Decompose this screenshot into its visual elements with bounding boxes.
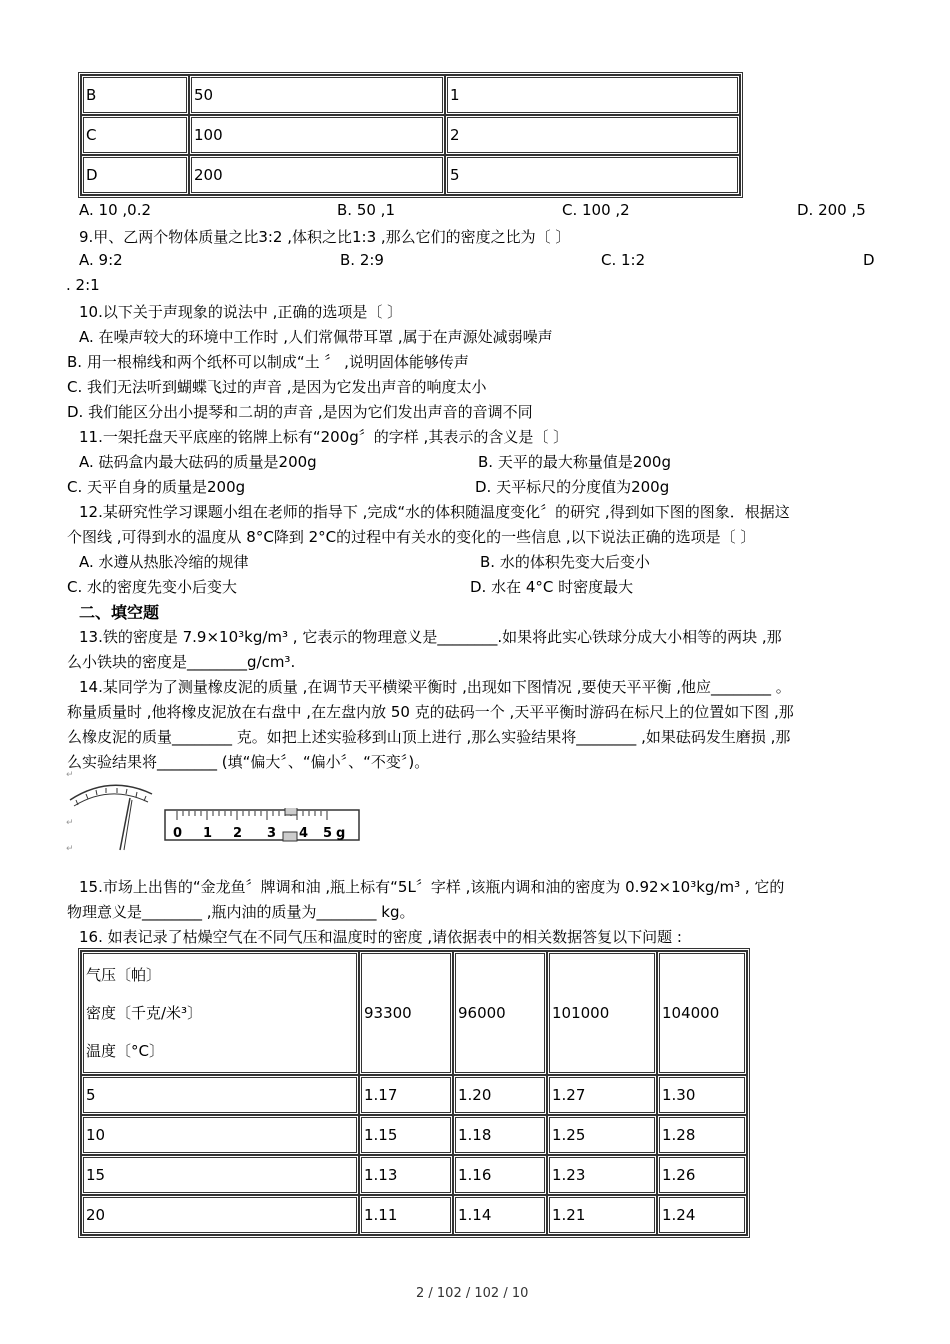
rider-weight-top xyxy=(285,808,297,815)
q11-option-b: B. 天平的最大称量值是200g xyxy=(478,453,671,471)
scale-unit-label: g xyxy=(336,826,346,841)
table-cell: 1.27 xyxy=(547,1075,657,1115)
q9-option-d-cont: . 2:1 xyxy=(66,276,100,294)
table-cell: 1.21 xyxy=(547,1195,657,1235)
q13-line2: 么小铁块的密度是________g/cm³. xyxy=(67,653,296,671)
q9-option-c: C. 1:2 xyxy=(601,251,646,269)
table-row xyxy=(81,75,740,115)
q8-option-d: D. 200 ,5 xyxy=(797,201,866,219)
section-title: 二、填空题 xyxy=(79,603,160,622)
paragraph-mark: ↵ xyxy=(66,844,74,854)
q9-option-a: A. 9:2 xyxy=(79,251,123,269)
table-cell: 15 xyxy=(81,1155,359,1195)
table-cell: 1.26 xyxy=(657,1155,747,1195)
scale-tick-label: 5 xyxy=(323,826,333,841)
balance-pointer-figure xyxy=(62,772,162,852)
scale-tick-label: 4 xyxy=(299,826,309,841)
q10-option-a: A. 在噪声较大的环境中工作时 ,人们常佩带耳罩 ,属于在声源处减弱噪声 xyxy=(79,328,553,346)
table-cell: C xyxy=(81,115,189,155)
table-cell: 1.13 xyxy=(359,1155,453,1195)
header-density-label: 密度〔千克/米³〕 xyxy=(86,1004,203,1022)
table-cell: 1.14 xyxy=(453,1195,547,1235)
table-cell: 20 xyxy=(81,1195,359,1235)
table-cell: 2 xyxy=(445,115,740,155)
table-cell: 10 xyxy=(81,1115,359,1155)
q15-line2: 物理意义是________ ,瓶内油的质量为________ kg。 xyxy=(67,903,415,921)
q12-line1: 12.某研究性学习课题小组在老师的指导下 ,完成“水的体积随温度变化〞的研究 ,得到如下图的图象．根据这 xyxy=(79,503,790,521)
scale-tick-label: 0 xyxy=(173,826,183,841)
pointer-scale-arc xyxy=(70,785,152,800)
q14-line1: 14.某同学为了测量橡皮泥的质量 ,在调节天平横梁平衡时 ,出现如下图情况 ,要使天平平衡 ,他应________ 。 xyxy=(79,678,791,696)
table-cell: 5 xyxy=(81,1075,359,1115)
table-cell: 1.18 xyxy=(453,1115,547,1155)
q14-line3: 么橡皮泥的质量________ 克。如把上述实验移到山顶上进行 ,那么实验结果将________ ,如果砝码发生磨损 ,那 xyxy=(67,728,791,746)
paragraph-mark: ↵ xyxy=(66,770,74,780)
table-cell: 100 xyxy=(189,115,445,155)
table-cell: 1.16 xyxy=(453,1155,547,1195)
table-row xyxy=(81,1195,747,1235)
table-header-cell xyxy=(81,951,359,1075)
table-cell: 1.20 xyxy=(453,1075,547,1115)
scale-tick-label: 3 xyxy=(267,826,277,841)
table-header-cell: 93300 xyxy=(359,951,453,1075)
air-density-table xyxy=(78,948,750,1238)
table-row xyxy=(81,155,740,195)
q12-option-c: C. 水的密度先变小后变大 xyxy=(67,578,238,596)
q12-line2: 个图线 ,可得到水的温度从 8°C降到 2°C的过程中有关水的变化的一些信息 ,以下说法正确的选项是〔 〕 xyxy=(67,528,756,546)
table-cell: 1.24 xyxy=(657,1195,747,1235)
q8-option-a: A. 10 ,0.2 xyxy=(79,201,152,219)
table-header-cell: 96000 xyxy=(453,951,547,1075)
q12-option-b: B. 水的体积先变大后变小 xyxy=(480,553,650,571)
paragraph-mark: ↵ xyxy=(66,818,74,828)
table-header-cell: 104000 xyxy=(657,951,747,1075)
q11-option-d: D. 天平标尺的分度值为200g xyxy=(475,478,670,496)
rider-scale-figure xyxy=(163,808,363,844)
table-cell: 1.11 xyxy=(359,1195,453,1235)
table-cell: 1.25 xyxy=(547,1115,657,1155)
table-row xyxy=(81,1075,747,1115)
table-row xyxy=(81,115,740,155)
scale-tick-label: 1 xyxy=(203,826,213,841)
q9-stem: 9.甲、乙两个物体质量之比3:2 ,体积之比1:3 ,那么它们的密度之比为〔 〕 xyxy=(79,228,571,246)
header-pressure-label: 气压〔帕〕 xyxy=(86,966,162,984)
table-row xyxy=(81,1155,747,1195)
q8-option-c: C. 100 ,2 xyxy=(562,201,630,219)
q13-line1: 13.铁的密度是 7.9×10³kg/m³ , 它表示的物理意义是________.如果将此实心铁球分成大小相等的两块 ,那 xyxy=(79,628,782,646)
q10-option-b: B. 用一根棉线和两个纸杯可以制成“土 〞 ,说明固体能够传声 xyxy=(67,353,469,371)
q11-option-a: A. 砝码盒内最大砝码的质量是200g xyxy=(79,453,317,471)
table-cell: B xyxy=(81,75,189,115)
rider-weight-bottom xyxy=(283,832,297,841)
table-cell: 5 xyxy=(445,155,740,195)
table-cell: 1.28 xyxy=(657,1115,747,1155)
q12-option-d: D. 水在 4°C 时密度最大 xyxy=(470,578,634,596)
q15-line1: 15.市场上出售的“金龙鱼〞牌调和油 ,瓶上标有“5L〞字样 ,该瓶内调和油的密度为 0.92×10³kg/m³ , 它的 xyxy=(79,878,785,896)
q11-stem: 11.一架托盘天平底座的铭牌上标有“200g〞的字样 ,其表示的含义是〔 〕 xyxy=(79,428,569,446)
page-number: 2 / 102 / 102 / 10 xyxy=(416,1286,529,1301)
q16-stem: 16. 如表记录了枯燥空气在不同气压和温度时的密度 ,请依据表中的相关数据答复以下问题 : xyxy=(79,928,682,946)
q14-line4: 么实验结果将________ (填“偏大〞、“偏小〞、“不变〞)。 xyxy=(67,753,430,771)
q9-option-d: D xyxy=(863,251,875,269)
table-row xyxy=(81,1115,747,1155)
q12-option-a: A. 水遵从热胀冷缩的规律 xyxy=(79,553,249,571)
table-header-cell: 101000 xyxy=(547,951,657,1075)
q9-option-b: B. 2:9 xyxy=(340,251,384,269)
q10-option-d: D. 我们能区分出小提琴和二胡的声音 ,是因为它们发出声音的音调不同 xyxy=(67,403,533,421)
table-cell: 1 xyxy=(445,75,740,115)
table-header-row xyxy=(81,951,747,1075)
scale-tick-label: 2 xyxy=(233,826,243,841)
q11-option-c: C. 天平自身的质量是200g xyxy=(67,478,246,496)
options-table xyxy=(78,72,743,198)
table-cell: 1.15 xyxy=(359,1115,453,1155)
table-cell: 1.23 xyxy=(547,1155,657,1195)
q10-stem: 10.以下关于声现象的说法中 ,正确的选项是〔 〕 xyxy=(79,303,403,321)
header-temperature-label: 温度〔°C〕 xyxy=(86,1042,164,1060)
q14-line2: 称量质量时 ,他将橡皮泥放在右盘中 ,在左盘内放 50 克的砝码一个 ,天平平衡时游码在标尺上的位置如下图 ,那 xyxy=(67,703,794,721)
pointer-scale-arc-inner xyxy=(74,794,148,806)
table-cell: 1.17 xyxy=(359,1075,453,1115)
table-cell: 200 xyxy=(189,155,445,195)
scale-minor-ticks xyxy=(177,811,327,820)
table-cell: 1.30 xyxy=(657,1075,747,1115)
q8-option-b: B. 50 ,1 xyxy=(337,201,395,219)
table-cell: D xyxy=(81,155,189,195)
table-cell: 50 xyxy=(189,75,445,115)
q10-option-c: C. 我们无法听到蝴蝶飞过的声音 ,是因为它发出声音的响度太小 xyxy=(67,378,487,396)
